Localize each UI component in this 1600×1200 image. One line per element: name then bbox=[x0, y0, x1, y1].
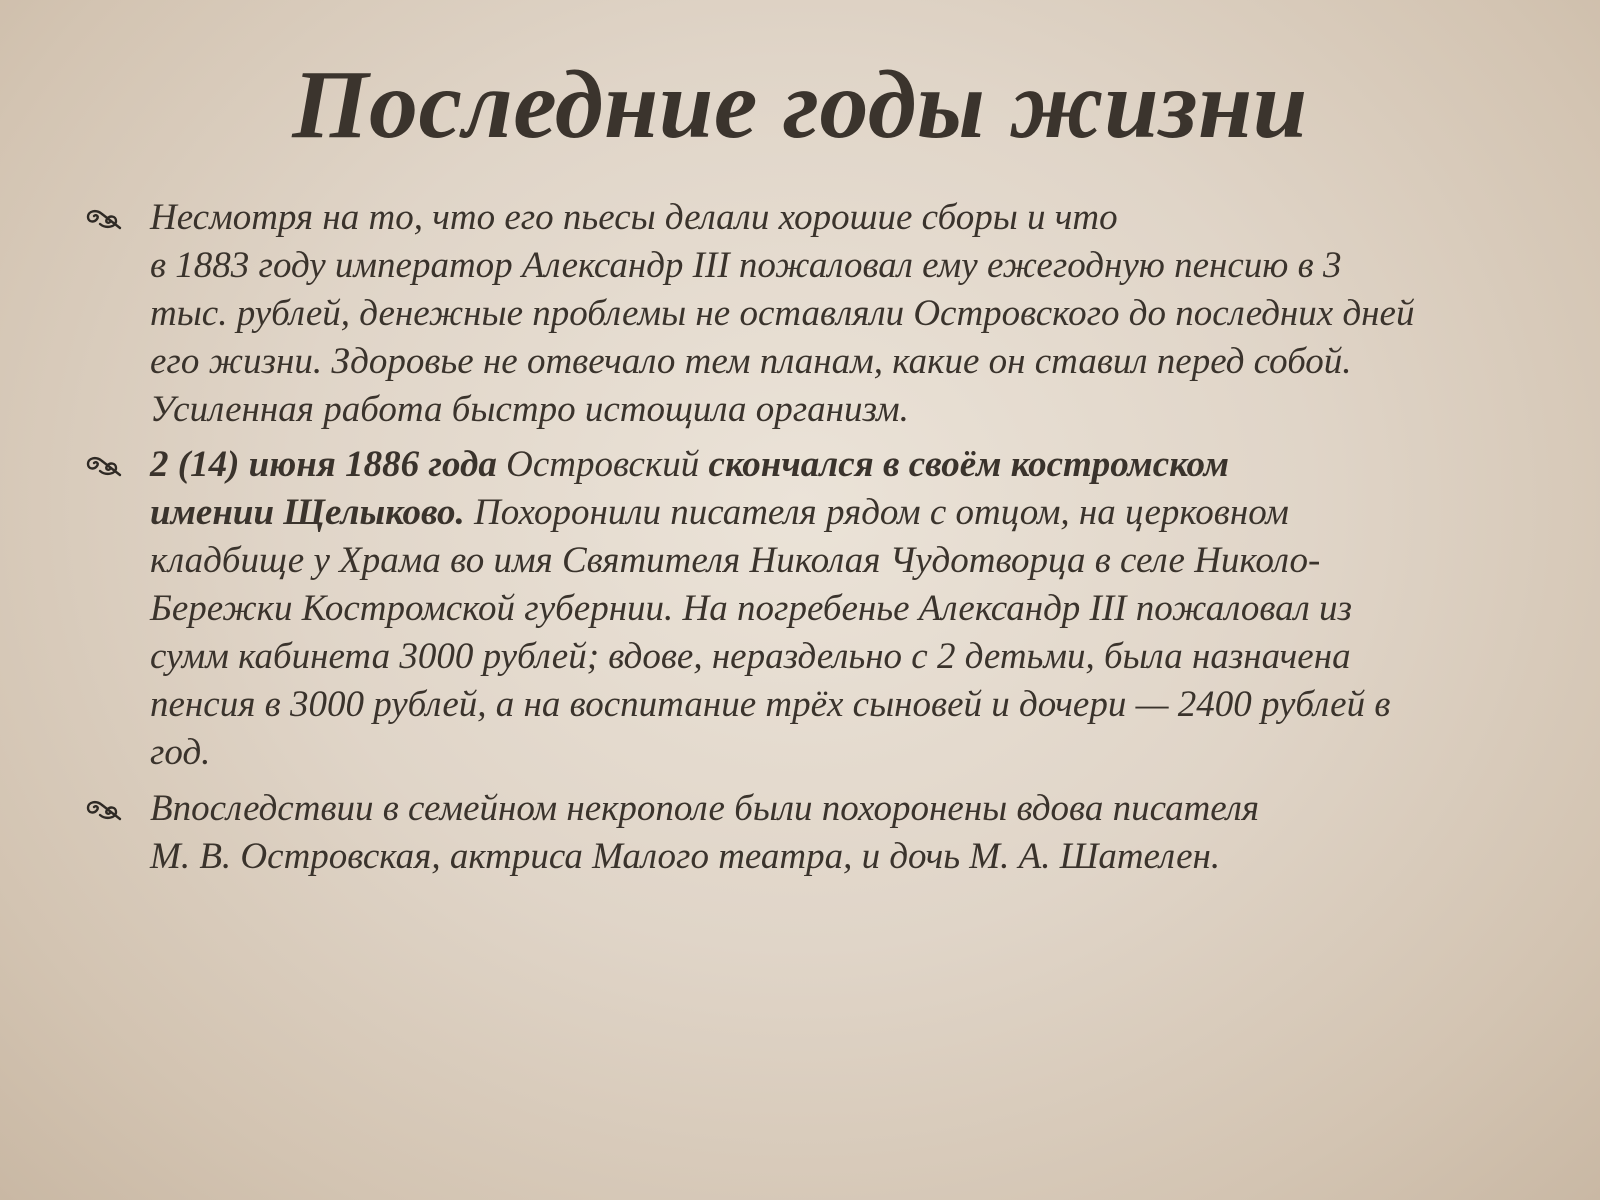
bullet-item-1 bbox=[84, 194, 1524, 434]
bullet-2-line-1 bbox=[150, 441, 1524, 489]
bullet-2-line-3: кладбище у Храма во имя Святителя Николая Чудотворца в селе Николо- bbox=[150, 540, 1321, 581]
bullet-2-line-7: год. bbox=[150, 732, 211, 773]
bullet-2-text: Островский bbox=[496, 444, 709, 485]
bullet-1-line-4: его жизни. Здоровье не отвечало тем планам, какие он ставил перед собой. bbox=[150, 341, 1352, 382]
bullet-2-text: Похоронили писателя рядом с отцом, на церковном bbox=[464, 492, 1289, 533]
bullet-1-line-2: в 1883 году император Александр III пожаловал ему ежегодную пенсию в 3 bbox=[150, 245, 1342, 286]
death-date: 2 (14) июня 1886 года bbox=[150, 444, 497, 485]
bullet-2-line-4: Бережки Костромской губернии. На погребенье Александр III пожаловал из bbox=[150, 588, 1352, 629]
curl-ornament-icon bbox=[84, 785, 124, 833]
bullet-2-line-2 bbox=[150, 489, 1524, 537]
death-place-part-1: скончался в своём костромском bbox=[708, 444, 1229, 485]
bullet-1-line-1: Несмотря на то, что его пьесы делали хорошие сборы и что bbox=[150, 197, 1118, 238]
bullet-2-line-5: сумм кабинета 3000 рублей; вдове, нераздельно с 2 детьми, была назначена bbox=[150, 636, 1351, 677]
slide-title: Последние годы жизни bbox=[292, 51, 1308, 159]
bullet-2-line-6: пенсия в 3000 рублей, а на воспитание трёх сыновей и дочери — 2400 рублей в bbox=[150, 684, 1391, 725]
bullet-1-line-5: Усиленная работа быстро истощила организм. bbox=[150, 389, 909, 430]
bullet-1-line-3: тыс. рублей, денежные проблемы не оставляли Островского до последних дней bbox=[150, 293, 1415, 334]
bullet-item-2 bbox=[84, 441, 1524, 777]
bullet-list bbox=[84, 194, 1524, 881]
death-place-part-2: имении Щелыково. bbox=[150, 492, 465, 533]
bullet-3-line-1: Впоследствии в семейном некрополе были похоронены вдова писателя bbox=[150, 788, 1260, 829]
curl-ornament-icon bbox=[84, 441, 124, 489]
bullet-item-3 bbox=[84, 785, 1524, 881]
curl-ornament-icon bbox=[84, 194, 124, 242]
bullet-3-line-2: М. В. Островская, актриса Малого театра, и дочь М. А. Шателен. bbox=[150, 836, 1221, 877]
